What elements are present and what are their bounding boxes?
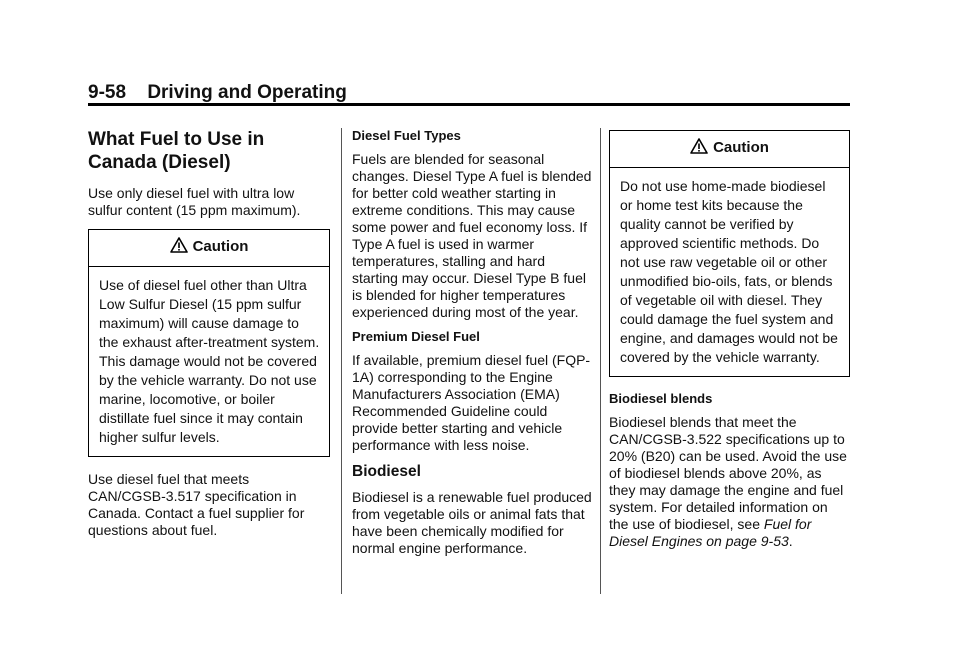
caution-heading xyxy=(610,131,849,168)
intro-paragraph: Use only diesel fuel with ultra low sulfur content (15 ppm maximum). xyxy=(88,185,301,218)
blends-heading: Biodiesel blends xyxy=(609,391,713,406)
biodiesel-paragraph: Biodiesel is a renewable fuel produced from vegetable oils or animal fats that have been chemically modified for normal engine performance. xyxy=(352,489,592,556)
column-1 xyxy=(88,128,330,547)
warning-triangle-icon xyxy=(170,237,188,258)
warning-triangle-icon xyxy=(690,138,708,159)
premium-paragraph: If available, premium diesel fuel (FQP-1A) corresponding to the Engine Manufacturers Association (EMA) Recommended Guideline could provide better starting and vehicle performance with less noise. xyxy=(352,352,591,453)
column-divider-2 xyxy=(600,128,601,594)
caution-text: Do not use home-made biodiesel or home test kits because the quality cannot be verified by approved scientific methods. Do not use raw vegetable oil or other unmodified bio-oils, fats, or blends of vegetable oil with diesel. They could damage the fuel system and engine, and damages would not be covered by the vehicle warranty. xyxy=(620,178,838,365)
section-title: Driving and Operating xyxy=(147,82,347,103)
title-line-1: What Fuel to Use in xyxy=(88,129,265,150)
blends-end: . xyxy=(788,533,793,549)
caution-heading xyxy=(89,230,329,267)
column-3 xyxy=(609,128,850,558)
cross-reference-link[interactable]: Fuel for Diesel Engines on page 9-53 xyxy=(609,516,812,549)
caution-box-2 xyxy=(609,130,850,377)
blends-text: Biodiesel blends that meet the CAN/CGSB-3.522 specifications up to 20% (B20) can be used. Avoid the use of biodiesel blends above 20%, as they may damage the engine and fuel system. For detailed information on the use of biodiesel, see xyxy=(609,414,847,532)
column-divider-1 xyxy=(341,128,342,594)
diesel-types-heading: Diesel Fuel Types xyxy=(352,128,461,143)
page-header xyxy=(88,82,850,104)
diesel-types-paragraph: Fuels are blended for seasonal changes. Diesel Type A fuel is blended for better cold weather starting in extreme conditions. This may cause some power and fuel economy loss. If Type A fuel is used in warmer temperatures, stalling and hard starting may occur. Diesel Type B fuel is blended for higher temperatures experienced during most of the year. xyxy=(352,151,592,320)
after-paragraph: Use diesel fuel that meets CAN/CGSB-3.517 specification in Canada. Contact a fuel supplier for questions about fuel. xyxy=(88,471,305,538)
biodiesel-heading: Biodiesel xyxy=(352,463,421,480)
caution-text: Use of diesel fuel other than Ultra Low Sulfur Diesel (15 ppm sulfur maximum) will cause damage to the exhaust after-treatment system. This damage would not be covered by the vehicle warranty. Do not use marine, locomotive, or boiler distillate fuel since it may contain higher sulfur levels. xyxy=(99,277,320,445)
header-rule xyxy=(88,103,850,106)
caution-box-1 xyxy=(88,229,330,457)
column-2 xyxy=(352,128,592,565)
caution-label: Caution xyxy=(192,238,249,255)
page-number: 9-58 xyxy=(88,82,127,103)
blends-paragraph xyxy=(609,414,850,550)
title-line-2: Canada (Diesel) xyxy=(88,152,231,173)
premium-heading: Premium Diesel Fuel xyxy=(352,329,480,344)
page-title xyxy=(88,128,330,174)
caution-label: Caution xyxy=(713,139,769,156)
